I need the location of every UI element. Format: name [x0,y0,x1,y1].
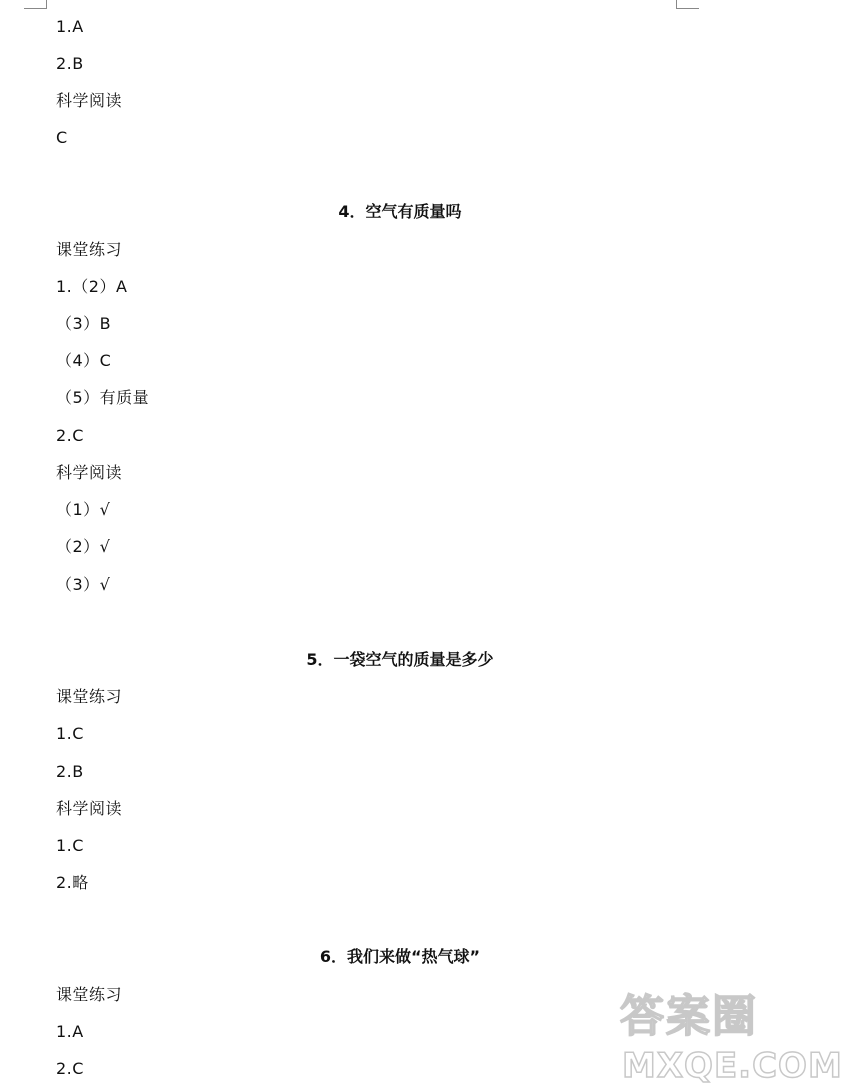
answer-line: （2）√ [56,537,111,556]
watermark-bottom-text: MXQE.COM [622,1046,843,1086]
answer-line: 2.C [56,1059,84,1078]
answer-line: （1）√ [56,500,111,519]
subsection-label: 科学阅读 [56,91,123,110]
answer-line: （3）B [56,314,112,333]
answer-line: 1.C [56,724,84,743]
answer-line: （3）√ [56,575,111,594]
answer-line: 1.（2）A [56,277,128,296]
answer-line: （5）有质量 [56,388,150,407]
answer-line: 2.B [56,54,84,73]
answer-line: C [56,128,68,147]
answer-line: 1.A [56,17,84,36]
subsection-label: 科学阅读 [56,799,123,818]
answer-line: 1.A [56,1022,84,1041]
answer-line: 2.B [56,762,84,781]
answer-line: （4）C [56,351,112,370]
subsection-label: 课堂练习 [56,240,123,259]
section-heading: 6．我们来做“热气球” [319,947,481,966]
subsection-label: 课堂练习 [56,687,123,706]
subsection-label: 科学阅读 [56,463,123,482]
section-heading: 4．空气有质量吗 [338,202,462,221]
watermark-logo [612,991,843,1089]
answer-line: 2.C [56,426,84,445]
answer-line: 1.C [56,836,84,855]
watermark-top-text: 答案圈 [620,991,758,1042]
section-heading: 5．一袋空气的质量是多少 [306,650,494,669]
page-corner-mark-right [676,0,699,9]
subsection-label: 课堂练习 [56,985,123,1004]
page-corner-mark-left [24,0,47,9]
answer-line: 2.略 [56,873,89,892]
